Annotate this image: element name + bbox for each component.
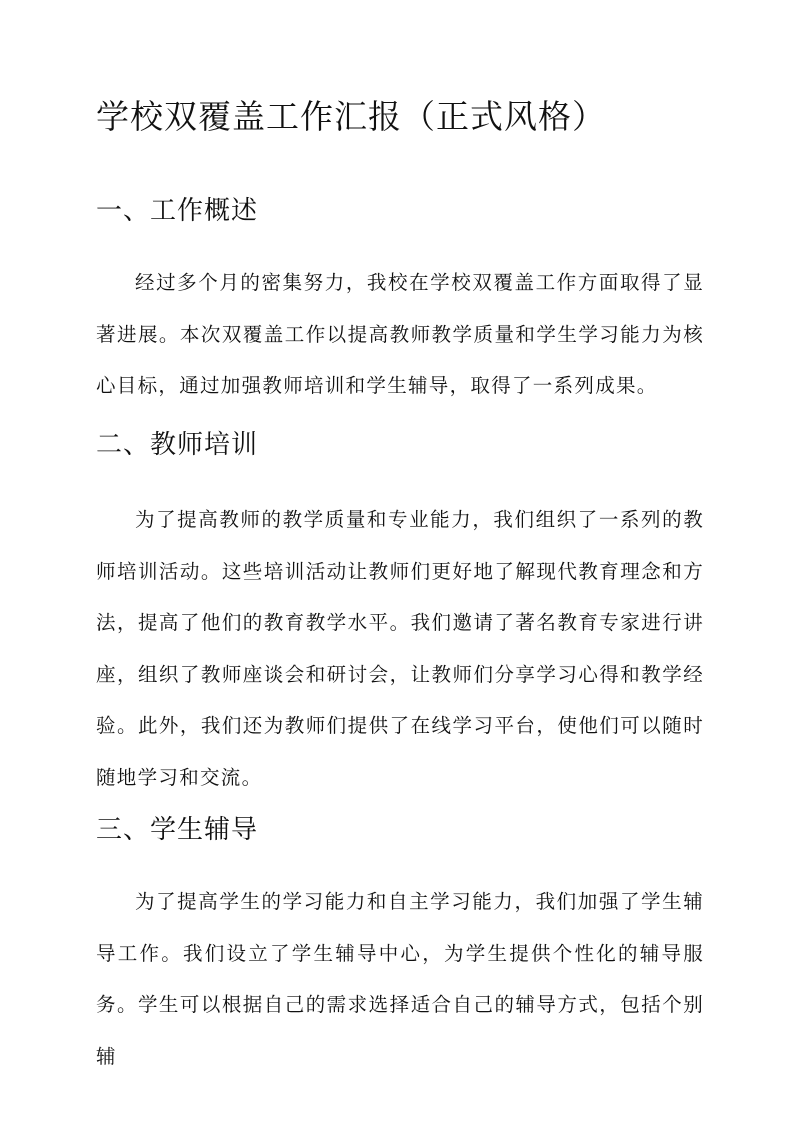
section-paragraph-teacher-training: 为了提高教师的教学质量和专业能力，我们组织了一系列的教师培训活动。这些培训活动让教师们更好地了解现代教育理念和方法，提高了他们的教育教学水平。我们邀请了著名教育专家进行讲座，组织了教师座谈会和研讨会，让教师们分享学习心得和教学经验。此外，我们还为教师们提供了在线学习平台，使他们可以随时随地学习和交流。 [96, 508, 704, 789]
document-title: 学校双覆盖工作汇报（正式风格） [96, 97, 606, 136]
section-heading-teacher-training: 二、教师培训 [96, 430, 259, 460]
section-heading-student-tutoring: 三、学生辅导 [96, 815, 259, 845]
section-paragraph-student-tutoring: 为了提高学生的学习能力和自主学习能力，我们加强了学生辅导工作。我们设立了学生辅导中心，为学生提供个性化的辅导服务。学生可以根据自己的需求选择适合自己的辅导方式，包括个别辅 [96, 890, 704, 1068]
section-paragraph-overview: 经过多个月的密集努力，我校在学校双覆盖工作方面取得了显著进展。本次双覆盖工作以提高教师教学质量和学生学习能力为核心目标，通过加强教师培训和学生辅导，取得了一系列成果。 [96, 271, 704, 397]
section-heading-overview: 一、工作概述 [96, 196, 259, 226]
